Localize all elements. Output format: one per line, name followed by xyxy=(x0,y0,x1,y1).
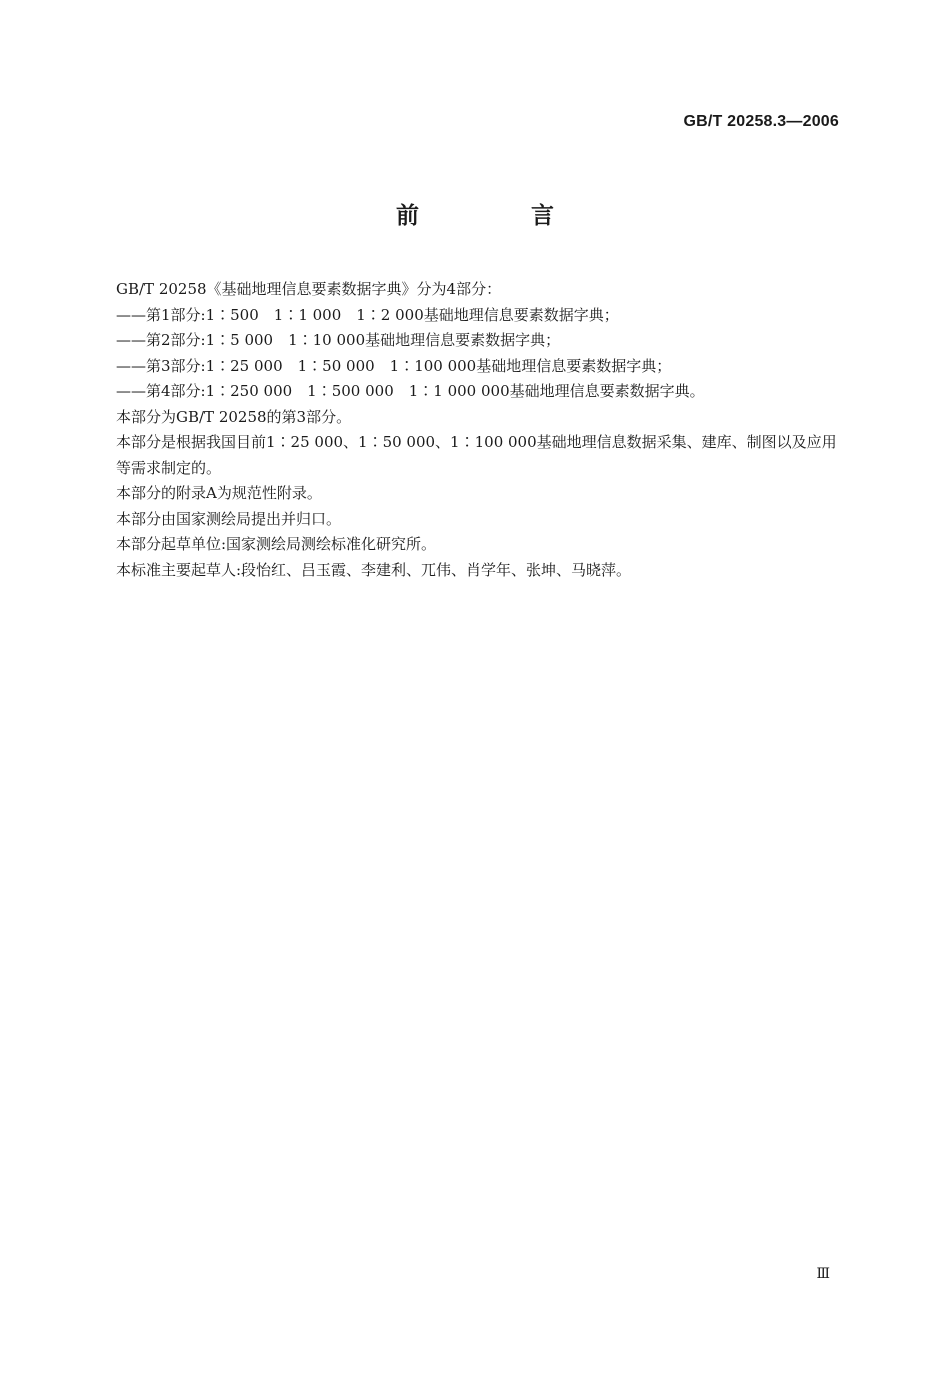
list-item-part-4: ——第4部分:1∶250 000 1∶500 000 1∶1 000 000基础地理信息要素数据字典。 xyxy=(116,382,705,400)
list-item-part-1: ——第1部分:1∶500 1∶1 000 1∶2 000基础地理信息要素数据字典； xyxy=(116,305,619,324)
foreword-body xyxy=(116,277,840,583)
paragraph-proposer: 本部分由国家测绘局提出并归口。 xyxy=(116,509,342,528)
paragraph-part-statement: 本部分为GB/T 20258的第3部分。 xyxy=(116,407,352,426)
paragraph-drafters: 本标准主要起草人:段怡红、吕玉霞、李建利、兀伟、肖学年、张坤、马晓萍。 xyxy=(116,560,632,579)
list-item-part-3: ——第3部分:1∶25 000 1∶50 000 1∶100 000基础地理信息要素数据字典； xyxy=(116,356,672,375)
page-number: Ⅲ xyxy=(816,1266,830,1282)
page-title: 前 言 xyxy=(395,203,606,229)
standard-code: GB/T 20258.3—2006 xyxy=(683,113,839,130)
paragraph-drafting-unit: 本部分起草单位:国家测绘局测绘标准化研究所。 xyxy=(116,535,437,553)
paragraph-intro: GB/T 20258《基础地理信息要素数据字典》分为4部分： xyxy=(116,280,502,298)
paragraph-basis: 本部分是根据我国目前1∶25 000、1∶50 000、1∶100 000基础地理信息数据采集、建库、制图以及应用等需求制定的。 xyxy=(116,433,837,477)
paragraph-annex: 本部分的附录A为规范性附录。 xyxy=(116,484,322,502)
list-item-part-2: ——第2部分:1∶5 000 1∶10 000基础地理信息要素数据字典； xyxy=(116,331,561,349)
